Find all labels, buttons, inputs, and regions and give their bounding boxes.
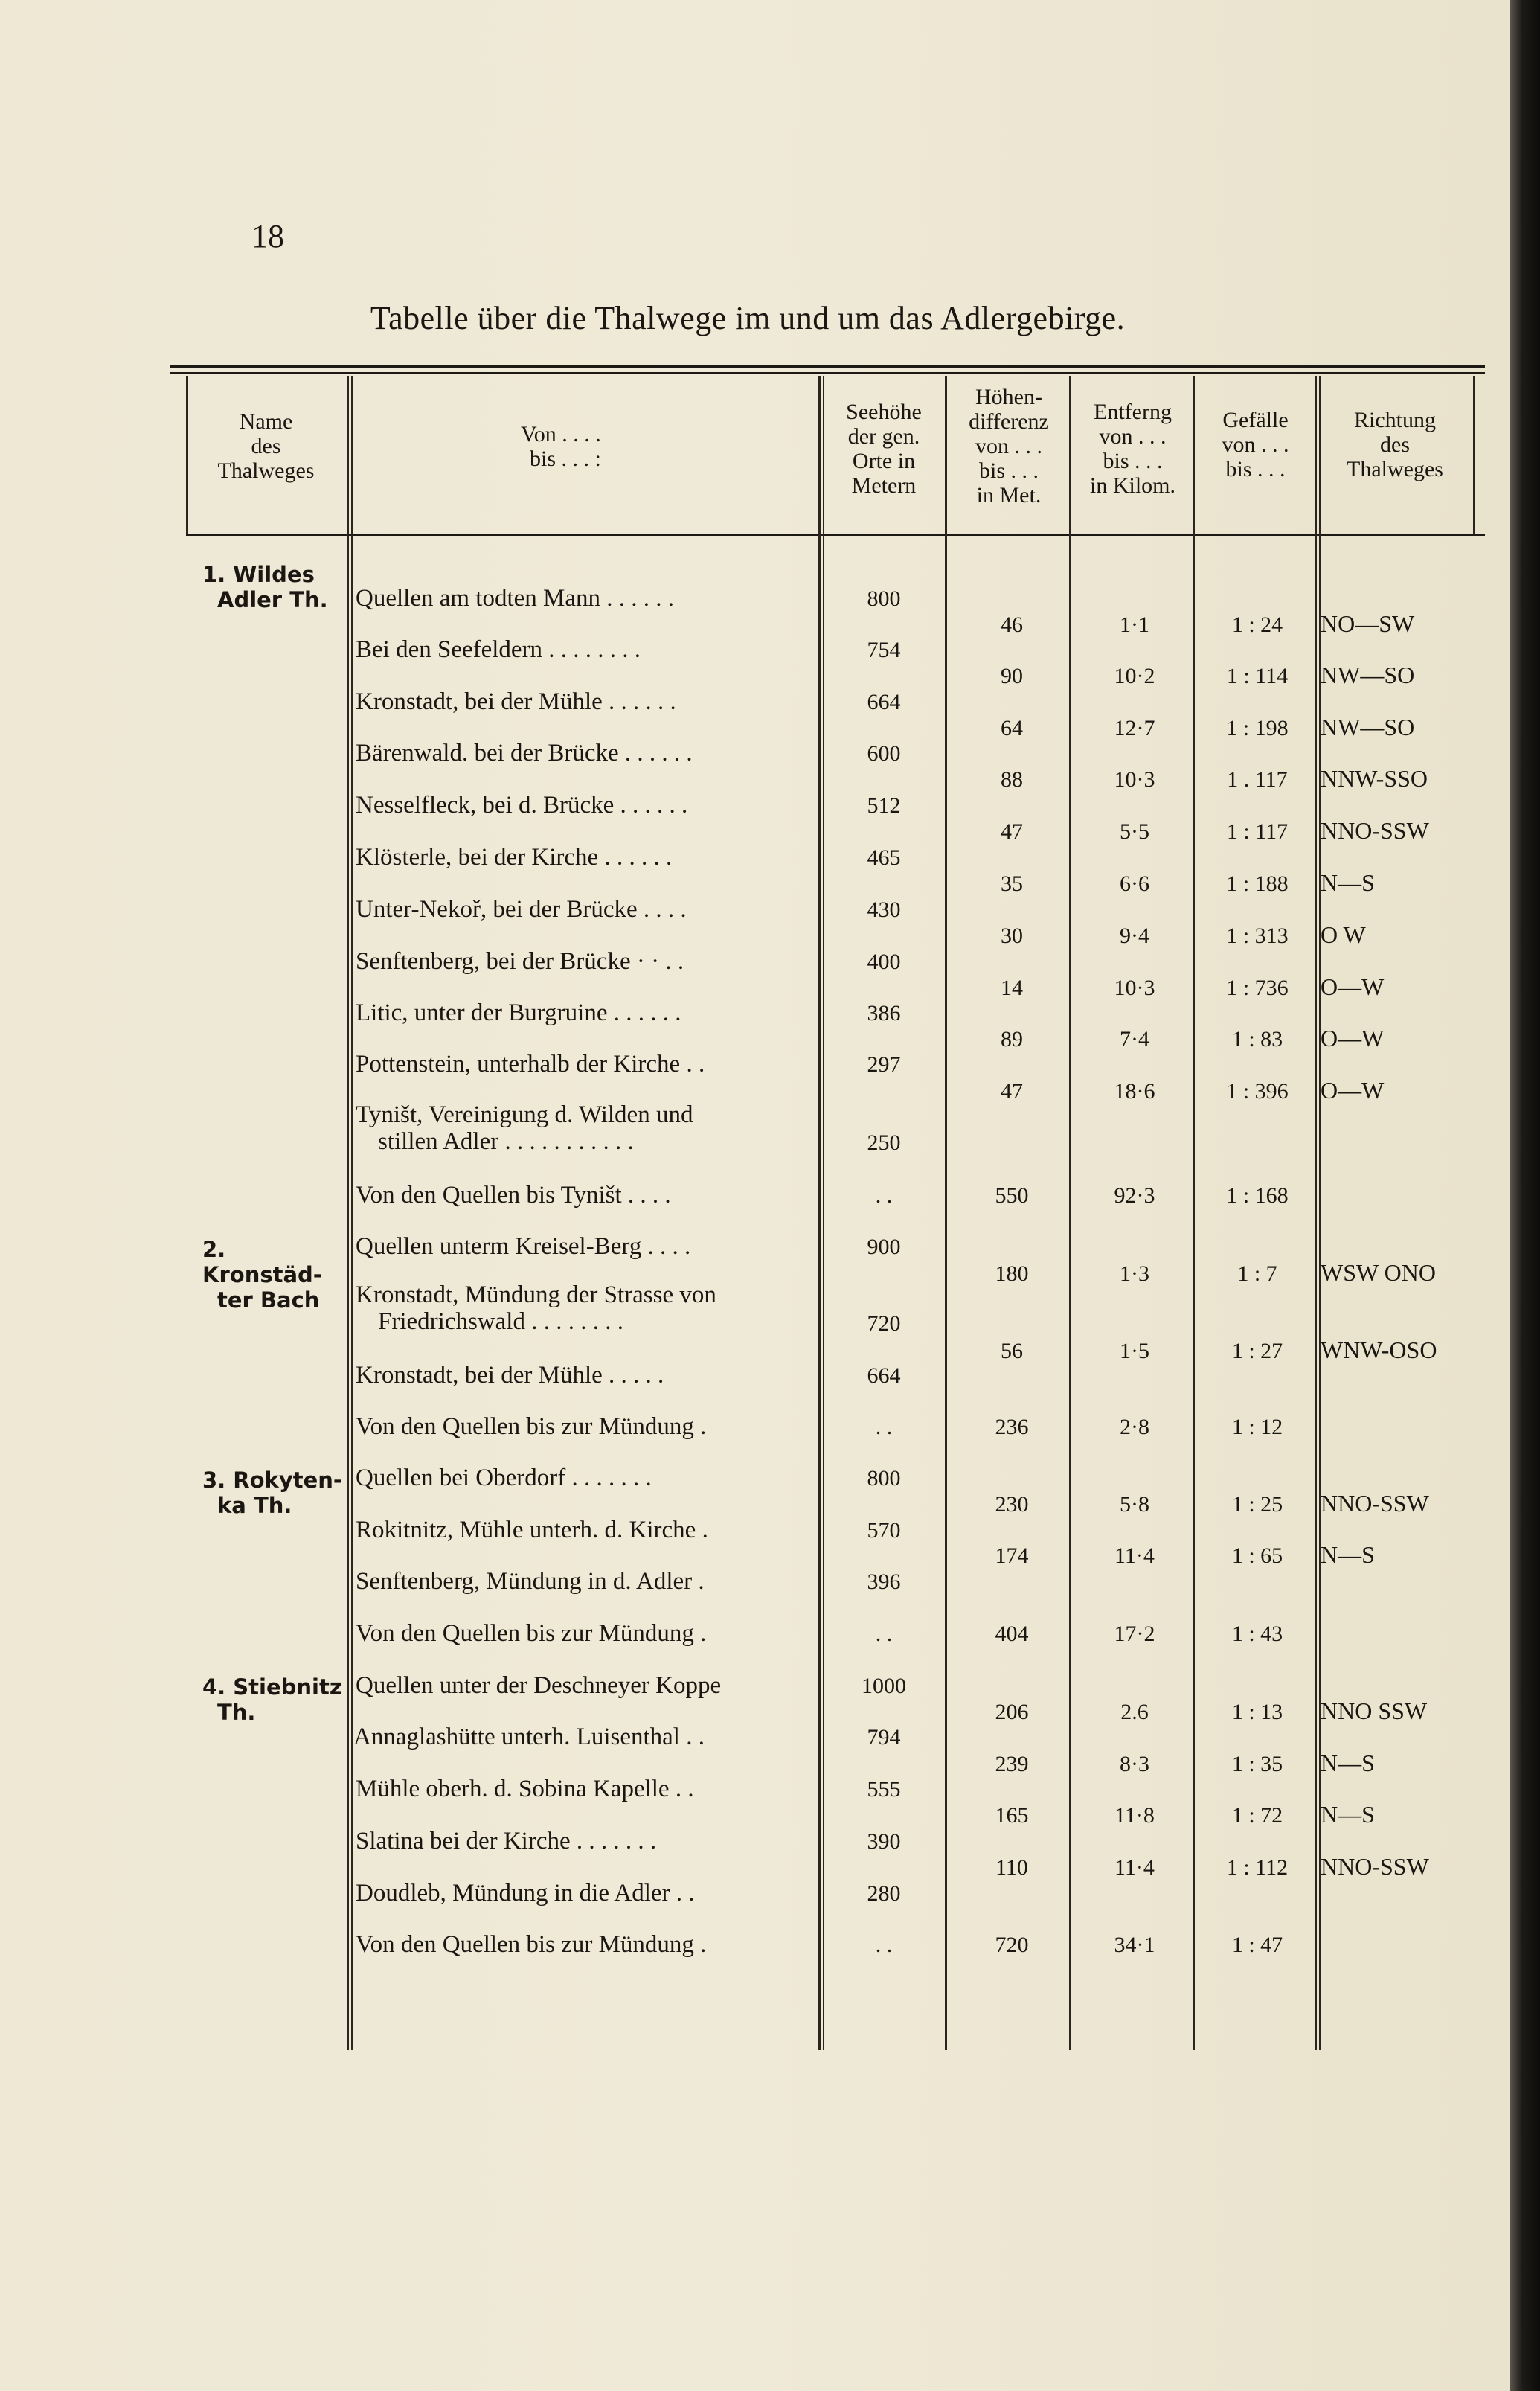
place-elevation: 465 (867, 845, 901, 870)
segment-height-diff: 89 (1001, 1027, 1023, 1052)
header-gefaelle (1194, 408, 1317, 481)
segment-distance: 6·6 (1120, 871, 1149, 896)
segment-distance: 10·3 (1114, 767, 1155, 792)
segment-distance: 8·3 (1120, 1752, 1149, 1776)
summary-height-diff: 550 (995, 1183, 1029, 1208)
segment-direction: N—S (1321, 1750, 1375, 1776)
header-gefaelle-line-1: Gefälle (1222, 408, 1289, 432)
place-elevation: 396 (867, 1569, 901, 1594)
place-label: Bei den Seefeldern . . . . . . . . (356, 636, 641, 663)
place-label: Bärenwald. bei der Brücke . . . . . . (356, 740, 693, 766)
segment-distance: 5·8 (1120, 1492, 1149, 1517)
place-label: Kronstadt, bei der Mühle . . . . . . (356, 688, 676, 715)
segment-direction: O—W (1321, 973, 1385, 1000)
place-label: Annaglashütte unterh. Luisenthal . . (353, 1723, 705, 1750)
place-elevation: 720 (867, 1311, 901, 1336)
place-label: Klösterle, bei der Kirche . . . . . . (356, 844, 673, 871)
header-seehoehe (824, 400, 943, 498)
page-number: 18 (251, 218, 284, 255)
place-label: Mühle oberh. d. Sobina Kapelle . . (356, 1776, 694, 1802)
place-label: Unter-Nekoř, bei der Brücke . . . . (356, 896, 687, 923)
segment-gradient: 1 : 27 (1231, 1339, 1283, 1363)
segment-height-diff: 165 (995, 1803, 1029, 1828)
segment-gradient: 1 . 117 (1227, 767, 1288, 792)
place-elevation: 794 (867, 1725, 901, 1750)
segment-height-diff: 88 (1001, 767, 1023, 792)
segment-gradient: 1 : 736 (1226, 976, 1289, 1000)
group-name-line: ka Th. (217, 1493, 292, 1518)
header-rule (186, 534, 1485, 536)
place-label: Kronstadt, bei der Mühle . . . . . (356, 1362, 664, 1389)
segment-direction: N—S (1321, 1541, 1375, 1568)
top-rule-thick (170, 365, 1485, 368)
segment-distance: 1·3 (1120, 1261, 1149, 1286)
place-label (356, 1281, 813, 1335)
summary-gradient: 1 : 12 (1231, 1415, 1283, 1439)
place-label: Litic, unter der Burgruine . . . . . . (356, 999, 681, 1026)
segment-height-diff: 110 (995, 1855, 1028, 1880)
header-hoehendiff-line-3: von . . . (975, 434, 1042, 458)
segment-gradient: 1 : 24 (1231, 612, 1283, 637)
group-name-line: Th. (217, 1700, 256, 1725)
segment-height-diff: 47 (1001, 819, 1023, 844)
place-label: Nesselfleck, bei d. Brücke . . . . . . (356, 792, 688, 819)
segment-gradient: 1 : 65 (1231, 1543, 1283, 1568)
summary-gradient: 1 : 47 (1231, 1933, 1283, 1957)
segment-height-diff: 30 (1001, 924, 1023, 948)
summary-gradient: 1 : 43 (1231, 1622, 1283, 1646)
segment-direction: NNO SSW (1321, 1697, 1428, 1724)
summary-distance: 17·2 (1114, 1622, 1155, 1646)
group-name-wildes-adler (202, 562, 344, 612)
header-bis: bis . . . : (530, 446, 601, 471)
segment-direction: NNO-SSW (1321, 1490, 1429, 1517)
place-elevation: 800 (867, 586, 901, 611)
segment-distance: 12·7 (1114, 716, 1155, 740)
group-name-line: ter Bach (217, 1287, 320, 1313)
group-name-line: 4. Stiebnitz (202, 1674, 342, 1700)
segment-direction: NNO-SSW (1321, 817, 1429, 844)
place-label: Pottenstein, unterhalb der Kirche . . (356, 1051, 705, 1078)
segment-direction: WSW ONO (1321, 1259, 1436, 1286)
segment-height-diff: 56 (1001, 1339, 1023, 1363)
place-elevation: 250 (867, 1130, 901, 1155)
segment-direction: N—S (1321, 1801, 1375, 1828)
segment-height-diff: 64 (1001, 716, 1023, 740)
place-label: Slatina bei der Kirche . . . . . . . (356, 1828, 657, 1854)
summary-height-diff: 404 (995, 1622, 1029, 1646)
segment-direction: O—W (1321, 1025, 1385, 1052)
header-name (186, 409, 346, 483)
segment-gradient: 1 : 313 (1226, 924, 1289, 948)
place-label: Quellen bei Oberdorf . . . . . . . (356, 1465, 652, 1491)
place-elevation: 664 (867, 690, 901, 714)
segment-gradient: 1 : 114 (1226, 664, 1289, 688)
segment-height-diff: 230 (995, 1492, 1029, 1517)
place-label: Senftenberg, Mündung in d. Adler . (356, 1568, 705, 1595)
header-von-bis (521, 422, 670, 471)
group-name-line: 1. Wildes (202, 562, 315, 587)
segment-gradient: 1 : 396 (1226, 1079, 1289, 1104)
summary-label: Von den Quellen bis Tyništ . . . . (356, 1182, 671, 1209)
summary-height-diff: 720 (995, 1933, 1029, 1957)
header-entfernung (1071, 400, 1194, 498)
col-line-elev-diff (945, 376, 947, 2050)
header-seehoehe-line-1: Seehöhe (846, 400, 922, 424)
segment-height-diff: 206 (995, 1700, 1029, 1724)
header-richtung (1317, 408, 1473, 481)
segment-distance: 9·4 (1120, 924, 1149, 948)
summary-elevation: . . (875, 1622, 893, 1646)
segment-direction: NW—SO (1321, 714, 1415, 740)
segment-gradient: 1 : 25 (1231, 1492, 1283, 1517)
place-elevation: 400 (867, 950, 901, 974)
segment-gradient: 1 : 198 (1226, 716, 1289, 740)
header-entfernung-line-4: in Kilom. (1089, 473, 1175, 498)
summary-elevation: . . (875, 1415, 893, 1439)
place-label (356, 1101, 813, 1155)
place-label: Quellen unter der Deschneyer Koppe (356, 1672, 722, 1699)
segment-distance: 18·6 (1114, 1079, 1155, 1104)
segment-height-diff: 174 (995, 1543, 1029, 1568)
place-label: Doudleb, Mündung in die Adler . . (356, 1880, 695, 1907)
header-hoehendiff-line-1: Höhen- (975, 385, 1042, 409)
segment-gradient: 1 : 112 (1226, 1855, 1289, 1880)
summary-distance: 2·8 (1120, 1415, 1149, 1439)
header-gefaelle-line-2: von . . . (1222, 432, 1289, 457)
header-richtung-line-1: Richtung (1354, 408, 1436, 432)
place-label-line: stillen Adler . . . . . . . . . . . (378, 1128, 634, 1155)
segment-height-diff: 35 (1001, 871, 1023, 896)
group-name-line: Adler Th. (217, 587, 328, 612)
header-name-line-2: des (251, 434, 281, 458)
segment-gradient: 1 : 117 (1226, 819, 1289, 844)
header-seehoehe-line-2: der gen. (847, 424, 920, 449)
summary-distance: 34·1 (1114, 1933, 1155, 1957)
segment-direction: NW—SO (1321, 662, 1415, 688)
header-hoehendiff-line-2: differenz (969, 409, 1049, 434)
place-elevation: 280 (867, 1881, 901, 1906)
segment-height-diff: 239 (995, 1752, 1029, 1776)
book-spine-shadow (1510, 0, 1540, 2391)
place-label: Senftenberg, bei der Brücke · · . . (356, 948, 684, 975)
segment-gradient: 1 : 7 (1237, 1261, 1277, 1286)
segment-direction: O W (1321, 921, 1366, 948)
col-line-name-von (347, 376, 349, 2050)
segment-direction: O—W (1321, 1077, 1385, 1104)
segment-distance: 1·5 (1120, 1339, 1149, 1363)
place-label: Quellen am todten Mann . . . . . . (356, 585, 675, 612)
segment-distance: 11·8 (1114, 1803, 1155, 1828)
place-label: Quellen unterm Kreisel-Berg . . . . (356, 1233, 691, 1260)
header-gefaelle-line-3: bis . . . (1225, 457, 1286, 481)
segment-distance: 11·4 (1114, 1543, 1155, 1568)
segment-height-diff: 14 (1001, 976, 1023, 1000)
segment-direction: NO—SW (1321, 610, 1415, 637)
segment-height-diff: 180 (995, 1261, 1029, 1286)
header-name-line-3: Thalweges (217, 458, 315, 483)
place-elevation: 430 (867, 897, 901, 922)
place-elevation: 1000 (862, 1674, 906, 1698)
col-line-von-elev (818, 376, 821, 2050)
segment-gradient: 1 : 188 (1226, 871, 1289, 896)
segment-distance: 2.6 (1120, 1700, 1149, 1724)
col-line-right (1473, 376, 1475, 534)
summary-distance: 92·3 (1114, 1183, 1155, 1208)
segment-height-diff: 47 (1001, 1079, 1023, 1104)
place-elevation: 800 (867, 1466, 901, 1491)
segment-height-diff: 46 (1001, 612, 1023, 637)
segment-gradient: 1 : 83 (1231, 1027, 1283, 1052)
summary-gradient: 1 : 168 (1226, 1183, 1289, 1208)
place-elevation: 386 (867, 1001, 901, 1025)
place-elevation: 900 (867, 1235, 901, 1259)
col-line-left (186, 376, 188, 534)
header-hoehendiff-line-4: bis . . . (978, 458, 1039, 483)
segment-distance: 5·5 (1120, 819, 1149, 844)
segment-direction: NNO-SSW (1321, 1853, 1429, 1880)
segment-distance: 11·4 (1114, 1855, 1155, 1880)
place-elevation: 390 (867, 1829, 901, 1854)
summary-elevation: . . (875, 1933, 893, 1957)
place-elevation: 512 (867, 793, 901, 818)
col-line-name-von-2 (351, 376, 353, 2050)
place-elevation: 555 (867, 1777, 901, 1802)
summary-label: Von den Quellen bis zur Mündung . (356, 1413, 707, 1440)
place-label-line: Friedrichswald . . . . . . . . (378, 1308, 623, 1335)
segment-gradient: 1 : 13 (1231, 1700, 1283, 1724)
place-elevation: 570 (867, 1518, 901, 1543)
segment-direction: N—S (1321, 869, 1375, 896)
segment-direction: WNW-OSO (1321, 1337, 1437, 1363)
header-seehoehe-line-4: Metern (851, 473, 917, 498)
segment-distance: 10·3 (1114, 976, 1155, 1000)
header-name-line-1: Name (239, 409, 293, 434)
place-elevation: 297 (867, 1052, 901, 1077)
header-entfernung-line-3: bis . . . (1103, 449, 1163, 473)
summary-elevation: . . (875, 1183, 893, 1208)
place-label: Rokitnitz, Mühle unterh. d. Kirche . (356, 1517, 708, 1543)
group-name-line: 2. Kronstäd- (202, 1237, 322, 1287)
summary-height-diff: 236 (995, 1415, 1029, 1439)
group-name-stiebnitz (202, 1674, 347, 1725)
place-elevation: 754 (867, 638, 901, 662)
header-entfernung-line-2: von . . . (1099, 424, 1167, 449)
header-seehoehe-line-3: Orte in (852, 449, 916, 473)
group-name-line: 3. Rokyten- (202, 1467, 342, 1493)
header-entfernung-line-1: Entferng (1094, 400, 1172, 424)
header-richtung-line-2: des (1380, 432, 1410, 457)
header-von: Von . . . . (521, 422, 601, 446)
summary-label: Von den Quellen bis zur Mündung . (356, 1620, 707, 1647)
segment-gradient: 1 : 35 (1231, 1752, 1283, 1776)
segment-height-diff: 90 (1001, 664, 1023, 688)
segment-distance: 10·2 (1114, 664, 1155, 688)
header-hoehendiff-line-5: in Met. (976, 483, 1042, 508)
segment-distance: 7·4 (1120, 1027, 1149, 1052)
header-hoehendifferenz (946, 385, 1071, 508)
segment-distance: 1·1 (1120, 612, 1149, 637)
segment-direction: NNW-SSO (1321, 765, 1428, 792)
place-elevation: 664 (867, 1363, 901, 1388)
place-elevation: 600 (867, 741, 901, 766)
segment-gradient: 1 : 72 (1231, 1803, 1283, 1828)
top-rule-thin (170, 372, 1485, 374)
page-title: Tabelle über die Thalwege im und um das Adlergebirge. (370, 300, 1126, 336)
header-richtung-line-3: Thalweges (1347, 457, 1443, 481)
group-name-kronstaedter-bach (202, 1237, 347, 1313)
place-label-line: Kronstadt, Mündung der Strasse von (356, 1281, 716, 1308)
place-label-line: Tyništ, Vereinigung d. Wilden und (356, 1101, 693, 1128)
summary-label: Von den Quellen bis zur Mündung . (356, 1931, 707, 1958)
group-name-rokytenka (202, 1467, 347, 1518)
